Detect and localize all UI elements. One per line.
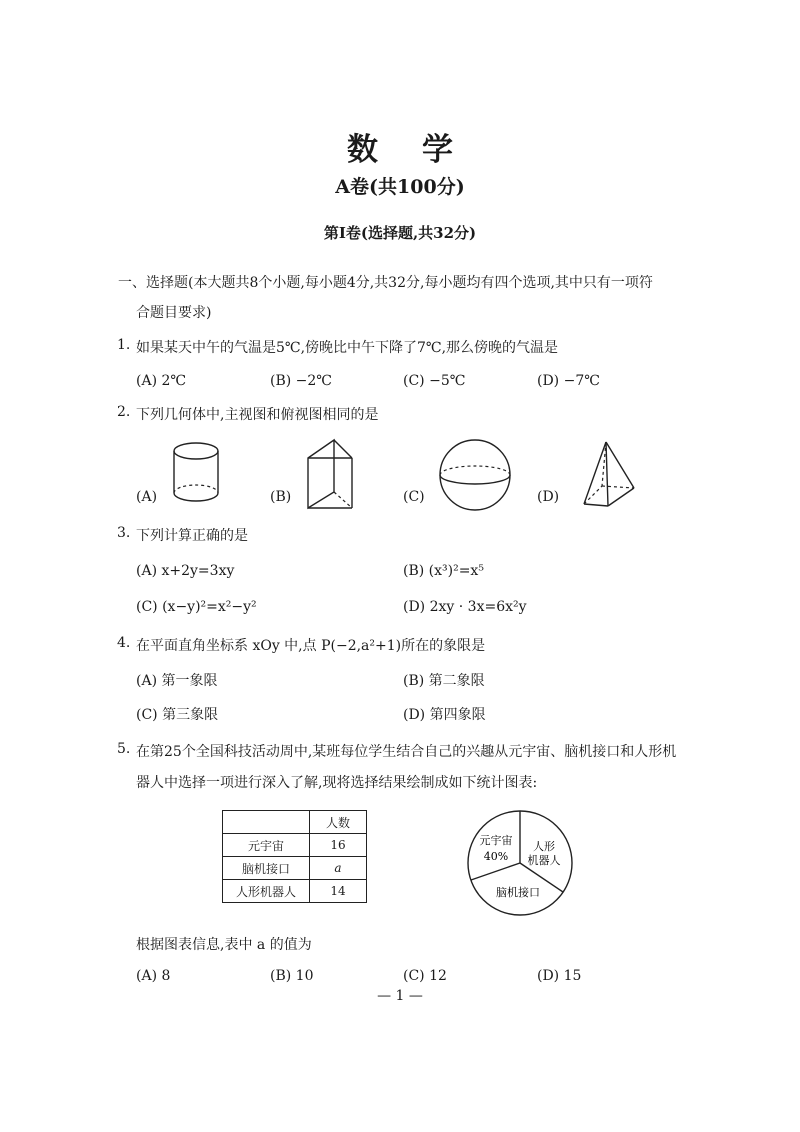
option-b: (B) −2℃ (270, 373, 332, 389)
pie-label-robot-line1: 人形 (533, 840, 555, 853)
page-title: 数学 (347, 132, 497, 168)
table-row (223, 880, 367, 903)
question-text-line2: 器人中选择一项进行深入了解,现将选择结果绘制成如下统计图表: (136, 775, 538, 791)
question-number: 2. (117, 404, 131, 420)
table-cell: 人形机器人 (223, 880, 310, 903)
question-text: 下列计算正确的是 (136, 528, 248, 544)
option-d: (D) 第四象限 (403, 707, 486, 723)
option-c: (C) (x−y)²=x²−y² (136, 599, 257, 615)
table-header-row (223, 811, 367, 834)
stats-table (222, 810, 367, 903)
option-c: (C) 12 (403, 968, 447, 984)
question-number: 1. (117, 337, 131, 353)
option-a: (A) (136, 489, 158, 505)
table-row (223, 834, 367, 857)
option-d: (D) (537, 489, 560, 505)
section-heading: 第Ⅰ卷(选择题,共32分) (323, 224, 477, 242)
table-cell: 16 (310, 834, 367, 857)
pie-label-metaverse: 元宇宙 (479, 834, 513, 847)
pie-label-robot-line2: 机器人 (527, 854, 561, 867)
pie-divider (471, 863, 520, 880)
option-d: (D) 15 (537, 968, 582, 984)
option-a: (A) 第一象限 (136, 673, 218, 689)
table-cell: 元宇宙 (223, 834, 310, 857)
question-subtext: 根据图表信息,表中 a 的值为 (136, 937, 312, 953)
paper-subtitle: A卷(共100分) (335, 176, 465, 198)
question-number: 4. (117, 635, 131, 651)
option-b: (B) 10 (270, 968, 314, 984)
pie-chart (460, 806, 580, 920)
option-b: (B) (x³)²=x⁵ (403, 563, 484, 579)
sphere-figure (437, 437, 513, 513)
question-text: 在平面直角坐标系 xOy 中,点 P(−2,a²+1)所在的象限是 (136, 638, 486, 654)
table-cell: 14 (310, 880, 367, 903)
pie-label-metaverse-percent: 40% (483, 850, 509, 863)
question-text: 如果某天中午的气温是5℃,傍晚比中午下降了7℃,那么傍晚的气温是 (136, 340, 559, 356)
question-text-line1: 在第25个全国科技活动周中,某班每位学生结合自己的兴趣从元宇宙、脑机接口和人形机 (136, 744, 677, 760)
stats-table-wrapper (222, 810, 367, 903)
option-a: (A) 2℃ (136, 373, 187, 389)
option-d: (D) 2xy · 3x=6x²y (403, 599, 527, 615)
part-instructions-line1: 一、选择题(本大题共8个小题,每小题4分,共32分,每小题均有四个选项,其中只有一项符 (118, 275, 653, 291)
option-a: (A) 8 (136, 968, 171, 984)
option-b: (B) 第二象限 (403, 673, 485, 689)
cylinder-figure (170, 438, 226, 508)
option-c: (C) 第三象限 (136, 707, 219, 723)
table-row (223, 857, 367, 880)
pie-label-bci: 脑机接口 (496, 886, 540, 899)
option-c: (C) (403, 489, 425, 505)
table-header-count: 人数 (310, 811, 367, 834)
table-cell: 脑机接口 (223, 857, 310, 880)
page-number: — 1 — (377, 988, 423, 1004)
pyramid-figure (580, 438, 640, 510)
part-instructions-line2: 合题目要求) (136, 305, 212, 321)
question-text: 下列几何体中,主视图和俯视图相同的是 (136, 407, 379, 423)
question-number: 3. (117, 525, 131, 541)
option-c: (C) −5℃ (403, 373, 466, 389)
option-a: (A) x+2y=3xy (136, 563, 235, 579)
table-cell: a (310, 857, 367, 880)
table-cell (223, 811, 310, 834)
option-d: (D) −7℃ (537, 373, 600, 389)
triangular-prism-figure (304, 436, 356, 510)
question-number: 5. (117, 741, 131, 757)
option-b: (B) (270, 489, 292, 505)
